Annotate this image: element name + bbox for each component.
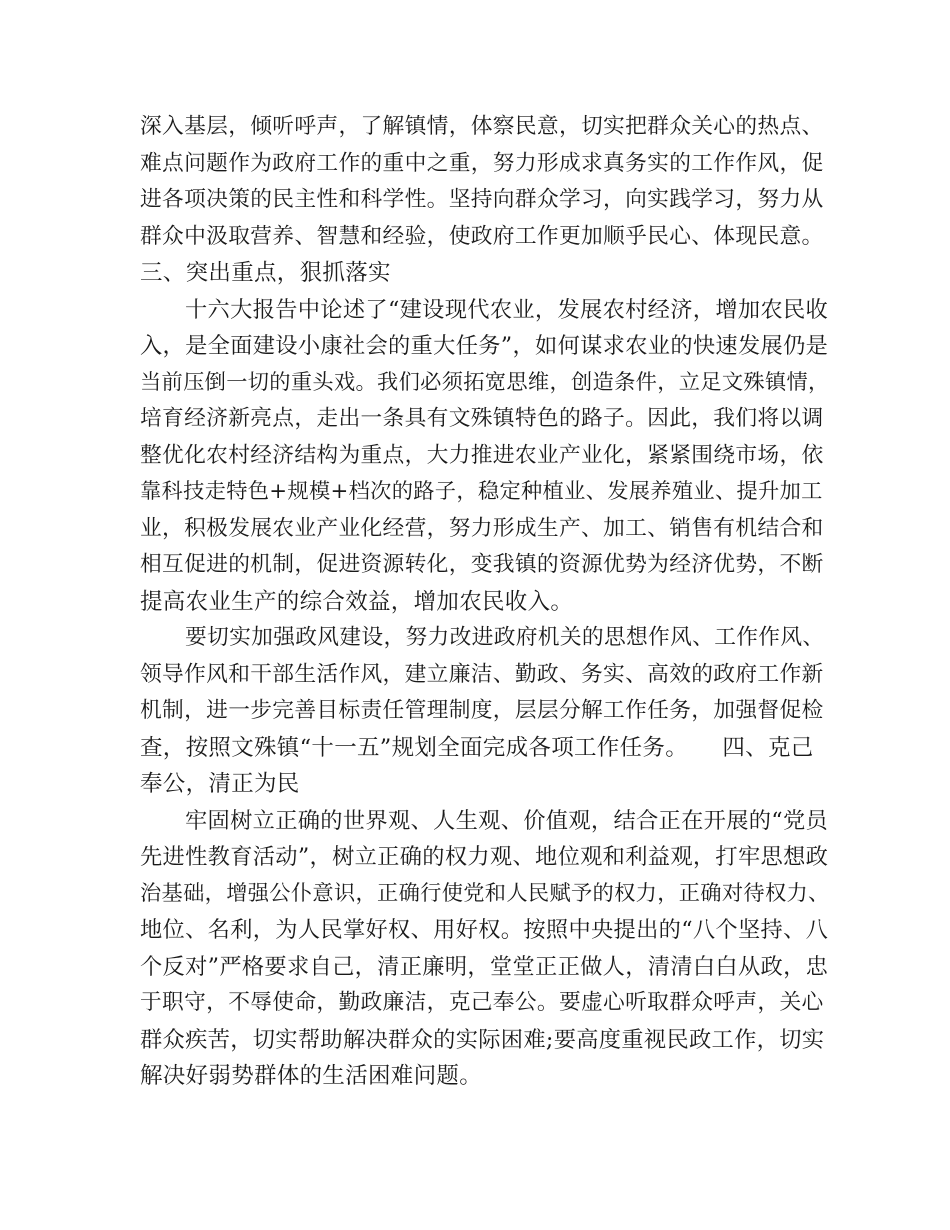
text-line: 要切实加强政风建设，努力改进政府机关的思想作风、工作作风、	[185, 625, 825, 650]
text-line: 靠科技走特色+规模+档次的路子，稳定种植业、发展养殖业、提升加工	[140, 479, 823, 504]
text-line: 个反对”严格要求自己，清正廉明，堂堂正正做人，清清白白从政，忠	[140, 953, 829, 980]
text-line: 提高农业生产的综合效益，增加农民收入。	[140, 588, 574, 615]
text-line: 群众中汲取营养、智慧和经验，使政府工作更加顺乎民心、体现民意。	[140, 223, 824, 249]
text-line: 深入基层，倾听呼声，了解镇情，体察民意，切实把群众关心的热点、	[140, 114, 824, 139]
text-line: 先进性教育活动”，树立正确的权力观、地位观和利益观，打牢思想政	[140, 844, 829, 870]
text-line: 领导作风和干部生活作风，建立廉洁、勤政、务实、高效的政府工作新	[140, 661, 824, 687]
text-line: 群众疾苦，切实帮助解决群众的实际困难;要高度重视民政工作，切实	[140, 1026, 825, 1053]
text-line: 难点问题作为政府工作的重中之重，努力形成求真务实的工作作风，促	[140, 150, 824, 176]
text-line: 当前压倒一切的重头戏。我们必须拓宽思维，创造条件，立足文殊镇情，	[140, 369, 830, 395]
text-line: 于职守，不辱使命，勤政廉洁，克己奉公。要虚心听取群众呼声，关心	[140, 990, 824, 1015]
text-line: 进各项决策的民主性和科学性。坚持向群众学习，向实践学习，努力从	[140, 187, 824, 212]
text-line: 查，按照文殊镇“十一五”规划全面完成各项工作任务。 四、克己	[140, 734, 814, 761]
text-line: 治基础，增强公仆意识，正确行使党和人民赋予的权力，正确对待权力、	[140, 880, 830, 906]
text-line: 三、突出重点，狠抓落实	[140, 260, 391, 286]
text-line: 机制，进一步完善目标责任管理制度，层层分解工作任务，加强督促检	[140, 698, 824, 723]
text-line: 相互促进的机制，促进资源转化，变我镇的资源优势为经济优势，不断	[140, 552, 824, 577]
text-line: 地位、名利，为人民掌好权、用好权。按照中央提出的“八个坚持、八	[140, 917, 829, 943]
text-line: 整优化农村经济结构为重点，大力推进农业产业化，紧紧围绕市场，依	[140, 442, 824, 468]
text-line: 培育经济新亮点，走出一条具有文殊镇特色的路子。因此，我们将以调	[140, 406, 824, 431]
text-line: 业，积极发展农业产业化经营，努力形成生产、加工、销售有机结合和	[140, 515, 824, 541]
text-line: 十六大报告中论述了“建设现代农业，发展农村经济，增加农民收	[185, 296, 829, 323]
text-line: 入，是全面建设小康社会的重大任务”，如何谋求农业的快速发展仍是	[140, 333, 829, 359]
text-line: 解决好弱势群体的生活困难问题。	[140, 1063, 483, 1089]
text-line: 牢固树立正确的世界观、人生观、价值观，结合正在开展的“党员	[185, 807, 829, 834]
document-body	[140, 109, 830, 1095]
text-line: 奉公，清正为民	[140, 771, 300, 797]
